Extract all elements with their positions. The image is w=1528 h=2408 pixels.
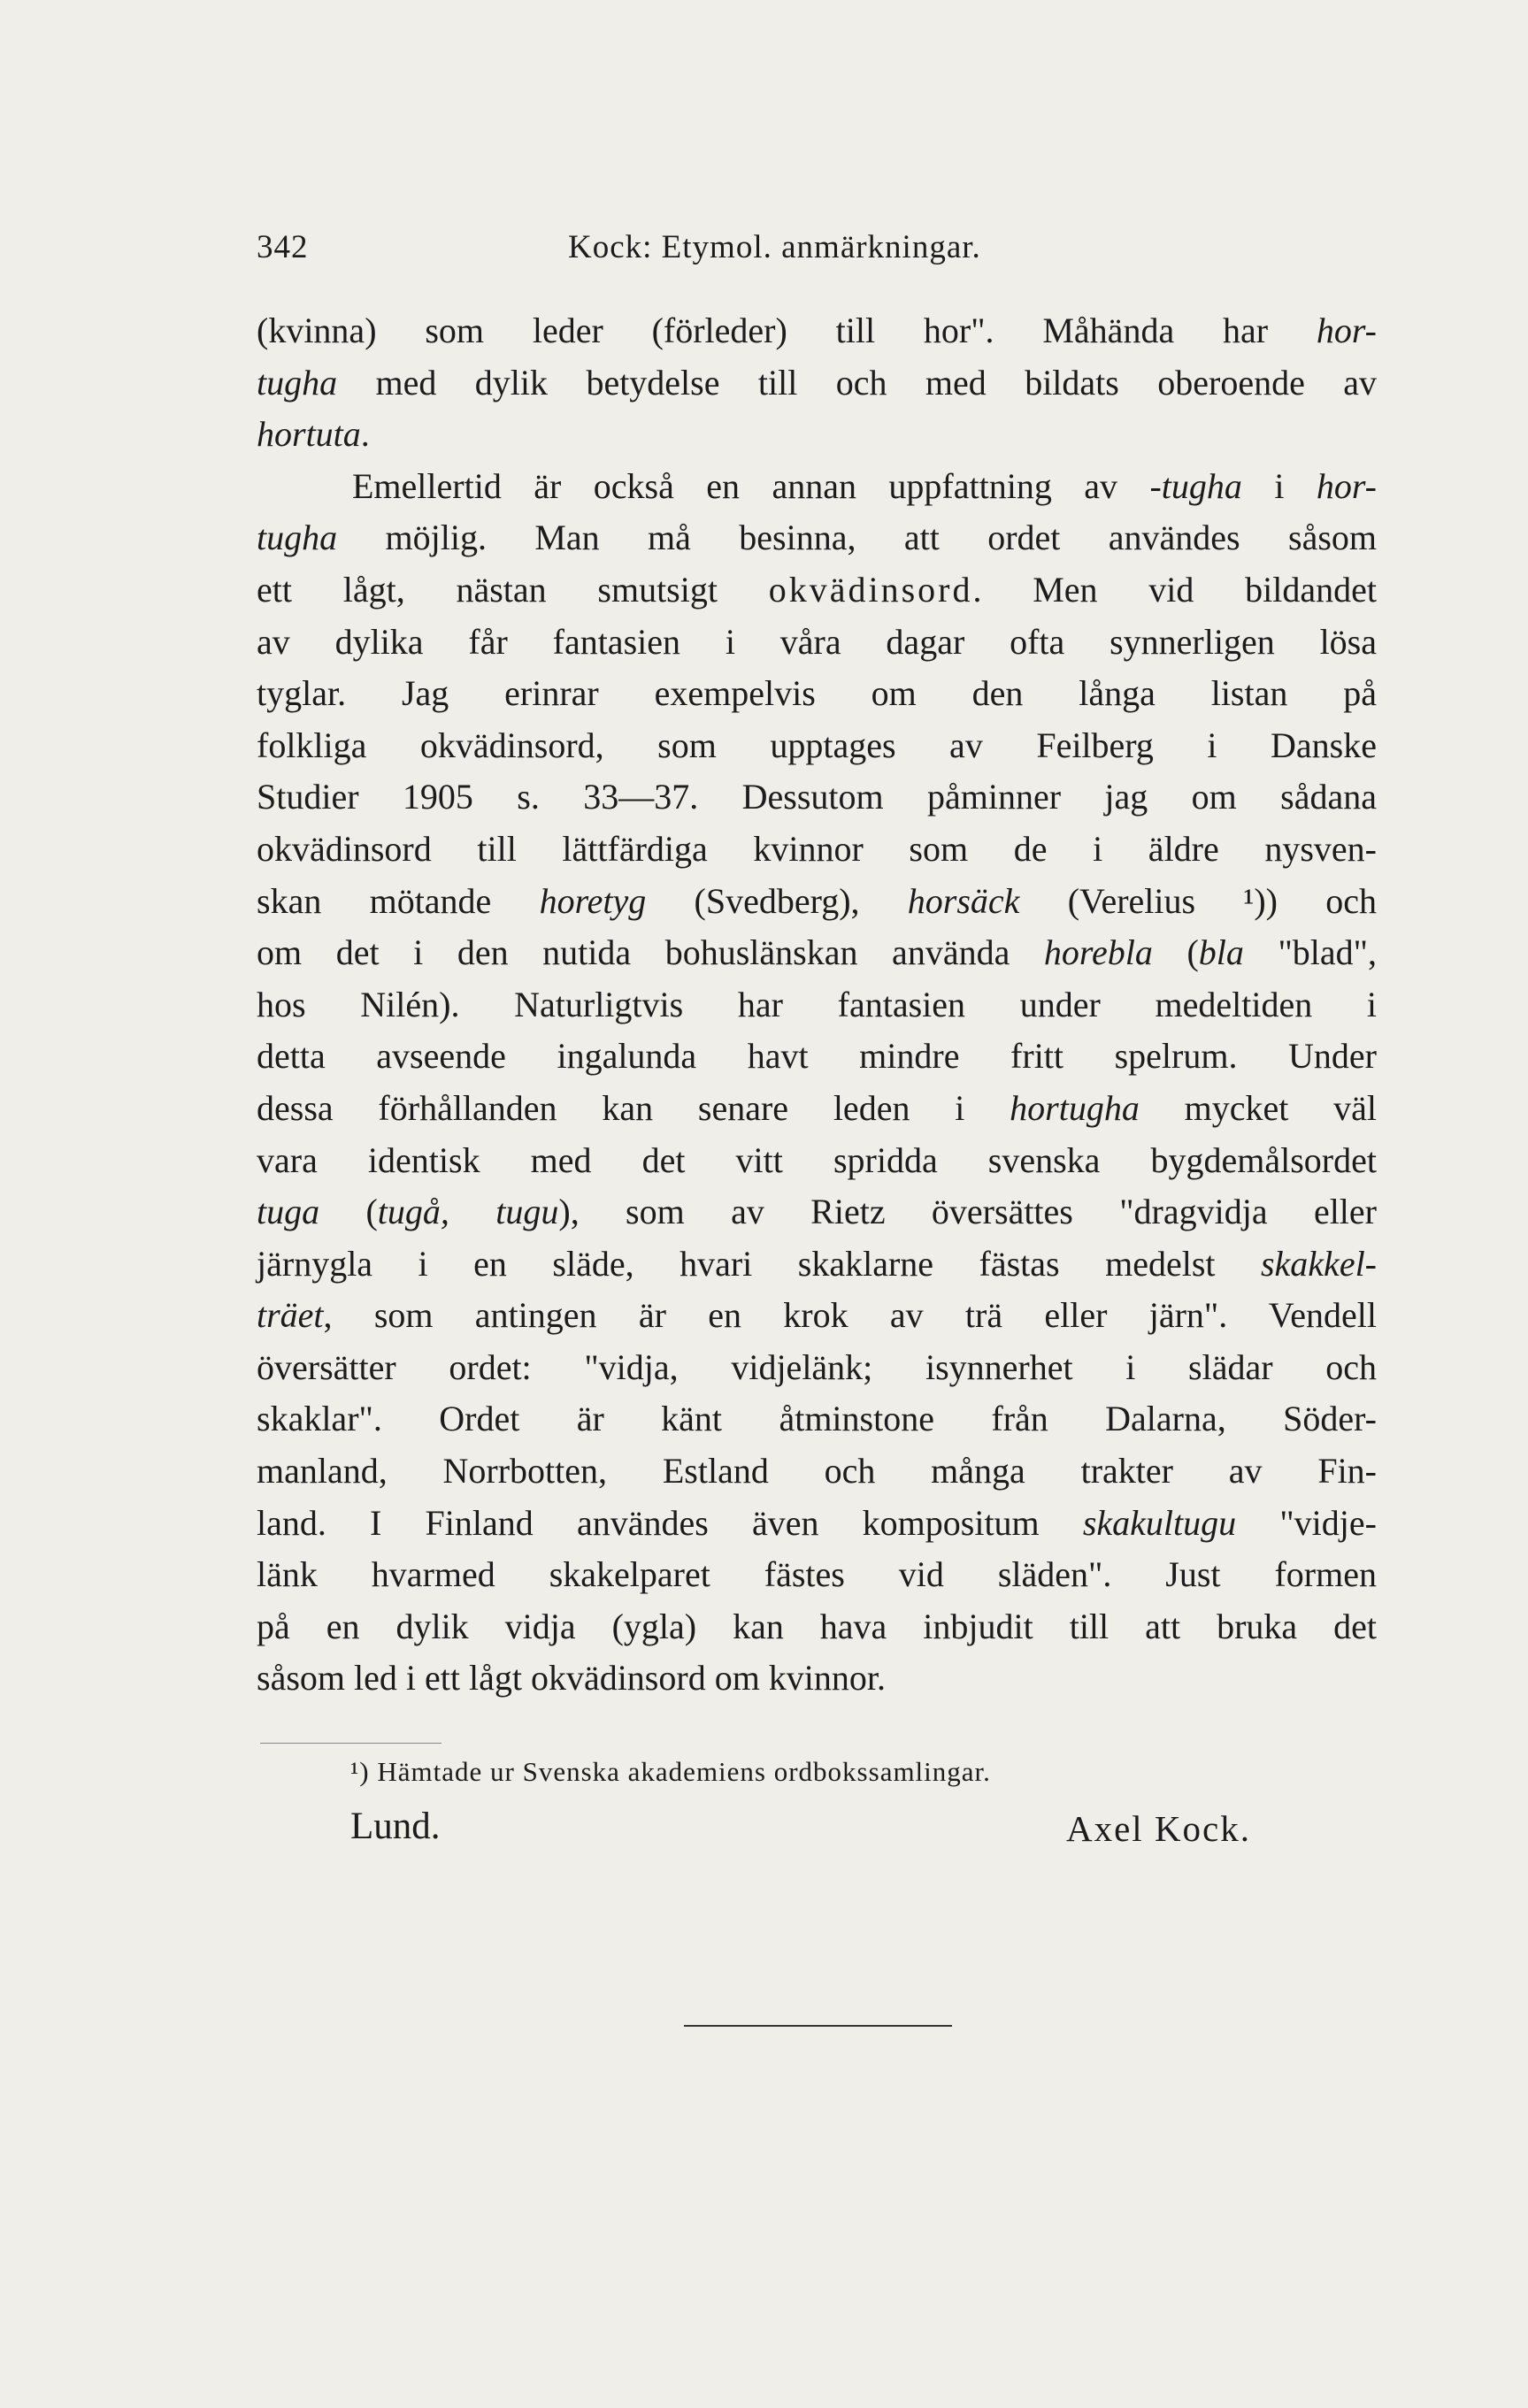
text-segment: ), som av Rietz översättes "dragvidja eller [558, 1192, 1377, 1232]
text-segment: okvädinsord [768, 569, 973, 610]
text-segment: på en dylik vidja (ygla) kan hava inbjudit till att bruka det [257, 1606, 1377, 1646]
text-segment: Studier 1905 s. 33—37. Dessutom påminner jag om sådana [257, 777, 1377, 817]
italic-term: träet [257, 1295, 324, 1336]
text-line [257, 927, 1377, 979]
text-segment: järnygla i en släde, hvari skaklarne fästas medelst [257, 1243, 1261, 1284]
text-segment: om det i den nutida bohuslänskan använda [257, 932, 1044, 973]
italic-term: tugha [1161, 465, 1242, 506]
text-line [257, 1446, 1377, 1498]
text-segment: . [360, 414, 370, 455]
text-line [257, 1186, 1377, 1239]
text-line [257, 1290, 1377, 1342]
body-text [257, 305, 1377, 1705]
footnote [350, 1756, 991, 1788]
text-line [257, 720, 1377, 772]
italic-term: horetyg [539, 880, 647, 921]
text-line [257, 1239, 1377, 1291]
text-segment: "vidje- [1236, 1502, 1377, 1543]
italic-term: hortuta [257, 414, 361, 455]
italic-term: bla [1198, 932, 1244, 973]
text-segment: av dylika får fantasien i våra dagar ofta synnerligen lösa [257, 621, 1377, 662]
text-segment: , som antingen är en krok av trä eller järn". Vendell [323, 1295, 1377, 1336]
text-line [257, 668, 1377, 720]
italic-term: horsäck [907, 880, 1020, 921]
page-header [257, 228, 1371, 272]
text-line [257, 1135, 1377, 1187]
text-segment: möjlig. Man må besinna, att ordet användes såsom [337, 518, 1377, 558]
text-segment: land. I Finland användes även kompositum [257, 1502, 1083, 1543]
text-segment: ett lågt, nästan smutsigt [257, 569, 769, 610]
text-line [257, 824, 1377, 876]
text-line [257, 409, 1377, 461]
text-line [257, 512, 1377, 564]
signature-place: Lund. [350, 1806, 441, 1847]
italic-term: tugå, tugu [377, 1192, 559, 1232]
text-segment: (Svedberg), [646, 880, 908, 921]
text-line [257, 771, 1377, 824]
text-segment: mycket väl [1139, 1087, 1378, 1128]
text-line [257, 617, 1377, 669]
text-line [257, 357, 1377, 410]
text-segment: Emellertid är också en annan uppfattning av - [352, 465, 1162, 506]
text-segment: i [1241, 465, 1317, 506]
italic-term: hor- [1316, 311, 1377, 350]
text-segment: vara identisk med det vitt spridda svenska bygdemålsordet [257, 1139, 1377, 1180]
page-number: 342 [257, 229, 309, 265]
italic-term: tugha [257, 518, 338, 558]
text-line [257, 1498, 1377, 1550]
text-segment: . Men vid bildandet [972, 569, 1378, 610]
italic-term: tugha [257, 362, 338, 403]
text-segment: (Verelius ¹)) och [1019, 880, 1377, 921]
footnote-marker: ¹) [350, 1756, 370, 1787]
text-line [257, 564, 1377, 617]
text-segment: tyglar. Jag erinrar exempelvis om den långa listan på [257, 673, 1377, 714]
text-segment: okvädinsord till lättfärdiga kvinnor som de i äldre nysven- [257, 828, 1377, 869]
text-segment: såsom led i ett lågt okvädinsord om kvinnor. [257, 1658, 887, 1699]
signature-author: Axel Kock. [1066, 1808, 1252, 1849]
text-segment: med dylik betydelse till och med bildats oberoende av [337, 362, 1377, 403]
text-segment: översätter ordet: "vidja, vidjelänk; isynnerhet i slädar och [257, 1346, 1377, 1387]
text-line [257, 1549, 1377, 1601]
end-rule [684, 2025, 952, 2027]
text-segment: ( [319, 1192, 378, 1232]
running-title: Kock: Etymol. anmärkningar. [568, 229, 981, 265]
text-line [257, 1342, 1377, 1394]
text-segment: manland, Norrbotten, Estland och många trakter av Fin- [257, 1451, 1377, 1492]
text-segment: dessa förhållanden kan senare leden i [257, 1087, 1010, 1128]
italic-term: hortugha [1010, 1087, 1140, 1128]
text-segment: hos Nilén). Naturligtvis har fantasien under medeltiden i [257, 984, 1377, 1024]
text-segment: ( [1152, 932, 1199, 973]
text-line [257, 1653, 1377, 1705]
italic-term: hor- [1316, 465, 1377, 506]
italic-term: skakultugu [1082, 1502, 1237, 1543]
footnote-divider [260, 1743, 442, 1744]
italic-term: tuga [257, 1192, 320, 1232]
italic-term: horebla [1043, 932, 1153, 973]
text-line [257, 1601, 1377, 1653]
footnote-text: Hämtade ur Svenska akademiens ordbokssamlingar. [377, 1756, 991, 1787]
text-segment: skaklar". Ordet är känt åtminstone från Dalarna, Söder- [257, 1399, 1377, 1439]
text-line [257, 876, 1377, 928]
text-line [257, 1083, 1377, 1135]
text-line [257, 305, 1377, 357]
text-line [257, 1031, 1377, 1083]
text-segment: länk hvarmed skakelparet fästes vid släden". Just formen [257, 1554, 1377, 1595]
text-line [257, 1393, 1377, 1446]
text-segment: skan mötande [257, 880, 540, 921]
italic-term: skakkel- [1260, 1243, 1377, 1284]
text-line [257, 461, 1377, 513]
text-segment: folkliga okvädinsord, som upptages av Feilberg i Danske [257, 725, 1377, 765]
text-line [257, 979, 1377, 1031]
text-segment: (kvinna) som leder (förleder) till hor". Måhända har [257, 311, 1317, 350]
text-segment: detta avseende ingalunda havt mindre fritt spelrum. Under [257, 1036, 1377, 1077]
text-segment: "blad", [1243, 932, 1377, 973]
